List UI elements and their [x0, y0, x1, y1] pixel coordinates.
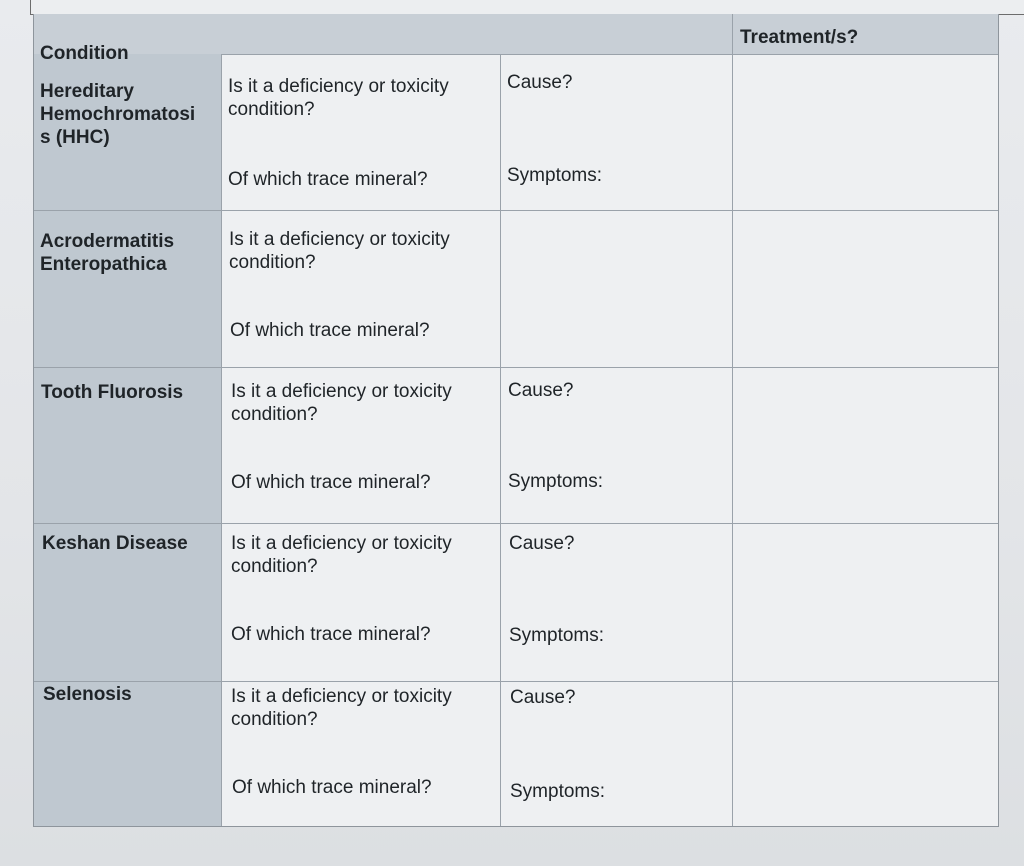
symptoms-label: Symptoms:	[507, 165, 603, 186]
condition-name-line: Hereditary	[40, 81, 134, 102]
question-mineral: Of which trace mineral?	[228, 169, 428, 190]
symptoms-label: Symptoms:	[509, 625, 605, 646]
question-type-line: condition?	[231, 404, 318, 425]
row-divider	[34, 367, 998, 368]
question-type-line: Is it a deficiency or toxicity	[231, 381, 452, 402]
column-divider	[500, 54, 501, 826]
question-mineral: Of which trace mineral?	[231, 624, 431, 645]
condition-name-line: Keshan Disease	[42, 533, 188, 554]
question-type-line: condition?	[231, 709, 318, 730]
condition-name-line: Tooth Fluorosis	[41, 382, 184, 403]
symptoms-label: Symptoms:	[508, 471, 604, 492]
condition-name-line: s (HHC)	[40, 127, 110, 148]
question-mineral: Of which trace mineral?	[232, 777, 432, 798]
condition-header: Condition	[40, 43, 129, 64]
question-type-line: condition?	[231, 556, 318, 577]
question-type-line: condition?	[228, 99, 315, 120]
condition-column-shading	[34, 54, 221, 826]
question-type-line: condition?	[229, 252, 316, 273]
symptoms-label: Symptoms:	[510, 781, 606, 802]
row-divider	[34, 523, 998, 524]
column-divider	[732, 14, 733, 826]
question-type-line: Is it a deficiency or toxicity	[231, 533, 452, 554]
worksheet-table	[33, 14, 999, 827]
condition-name-line: Enteropathica	[40, 254, 167, 275]
cause-label: Cause?	[510, 687, 576, 708]
cause-label: Cause?	[509, 533, 575, 554]
question-type-line: Is it a deficiency or toxicity	[228, 76, 449, 97]
treatment-header: Treatment/s?	[740, 27, 859, 48]
question-mineral: Of which trace mineral?	[231, 472, 431, 493]
condition-name-line: Acrodermatitis	[40, 231, 175, 252]
row-divider	[34, 681, 998, 682]
question-mineral: Of which trace mineral?	[230, 320, 430, 341]
condition-name-line: Selenosis	[43, 684, 132, 705]
row-divider	[34, 210, 998, 211]
previous-table-edge	[30, 0, 1024, 15]
cause-label: Cause?	[508, 380, 574, 401]
condition-name-line: Hemochromatosi	[40, 104, 196, 125]
column-divider	[221, 54, 222, 826]
question-type-line: Is it a deficiency or toxicity	[229, 229, 450, 250]
question-type-line: Is it a deficiency or toxicity	[231, 686, 452, 707]
cause-label: Cause?	[507, 72, 573, 93]
